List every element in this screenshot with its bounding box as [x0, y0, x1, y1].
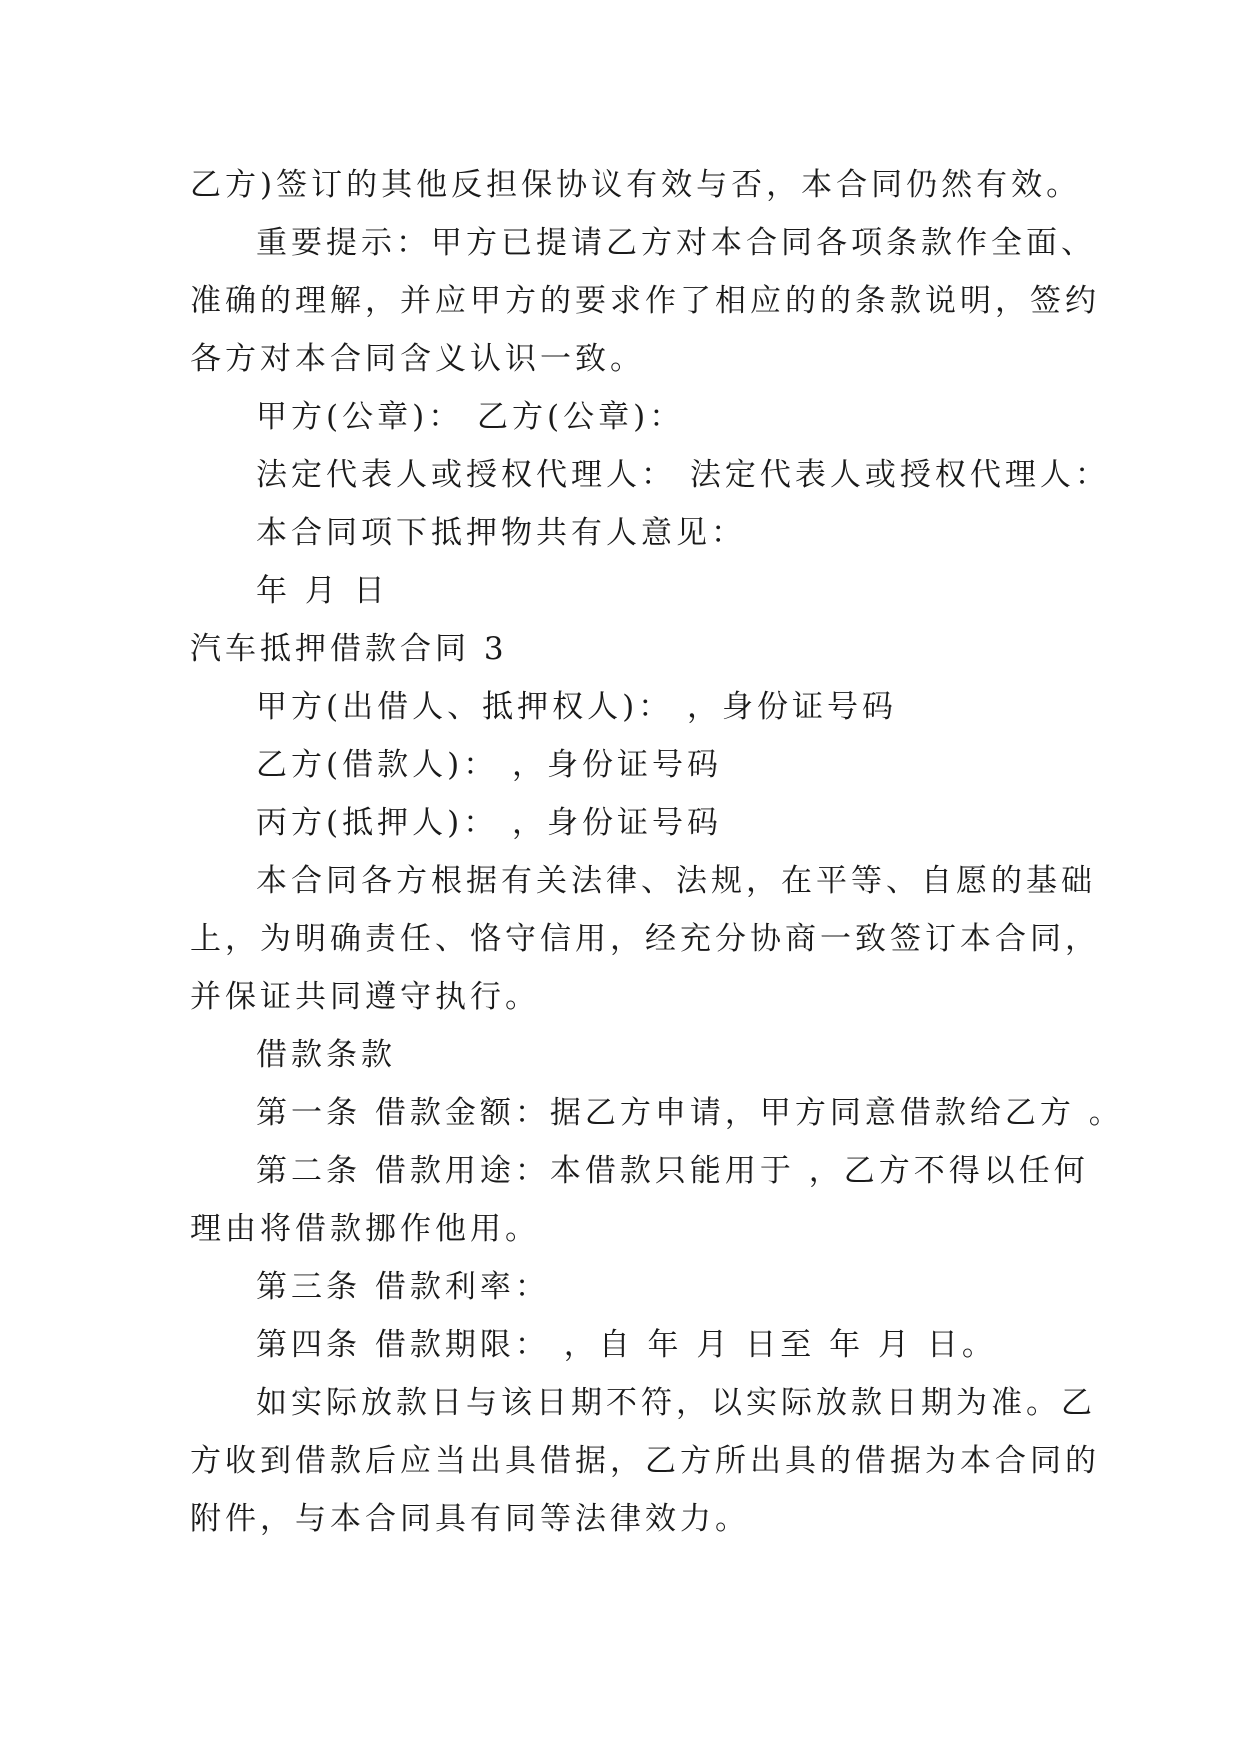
- paragraph-line: 准确的理解，并应甲方的要求作了相应的的条款说明，签约: [190, 283, 1100, 319]
- paragraph-line: 方收到借款后应当出具借据，乙方所出具的借据为本合同的: [190, 1443, 1100, 1479]
- signature-line: 法定代表人或授权代理人： 法定代表人或授权代理人：: [256, 457, 1110, 493]
- signature-line: 甲方(公章)： 乙方(公章)：: [256, 399, 685, 435]
- party-line: 乙方(借款人)： ，身份证号码: [256, 747, 723, 783]
- paragraph-line: 本合同项下抵押物共有人意见：: [256, 515, 746, 551]
- paragraph-line: 重要提示：甲方已提请乙方对本合同各项条款作全面、: [256, 225, 1096, 261]
- paragraph-line: 并保证共同遵守执行。: [190, 979, 540, 1015]
- clause-line: 第四条 借款期限： ，自 年 月 日至 年 月 日。: [256, 1327, 997, 1363]
- paragraph-line: 各方对本合同含义认识一致。: [190, 341, 645, 377]
- paragraph-line: 本合同各方根据有关法律、法规，在平等、自愿的基础: [256, 863, 1096, 899]
- party-line: 甲方(出借人、抵押权人)： ，身份证号码: [256, 689, 898, 725]
- section-title: 汽车抵押借款合同 3: [190, 631, 508, 667]
- clause-line: 理由将借款挪作他用。: [190, 1211, 540, 1247]
- paragraph-line: 附件，与本合同具有同等法律效力。: [190, 1501, 750, 1537]
- clause-line: 第二条 借款用途：本借款只能用于 ，乙方不得以任何: [256, 1153, 1089, 1189]
- paragraph-line: 如实际放款日与该日期不符，以实际放款日期为准。乙: [256, 1385, 1096, 1421]
- paragraph-line: 乙方)签订的其他反担保协议有效与否，本合同仍然有效。: [190, 167, 1082, 203]
- section-heading: 借款条款: [256, 1037, 396, 1073]
- clause-line: 第三条 借款利率：: [256, 1269, 550, 1305]
- clause-line: 第一条 借款金额：据乙方申请，甲方同意借款给乙方 。: [256, 1095, 1124, 1131]
- party-line: 丙方(抵押人)： ，身份证号码: [256, 805, 723, 841]
- paragraph-line: 上，为明确责任、恪守信用，经充分协商一致签订本合同，: [190, 921, 1100, 957]
- date-line: 年 月 日: [256, 573, 389, 609]
